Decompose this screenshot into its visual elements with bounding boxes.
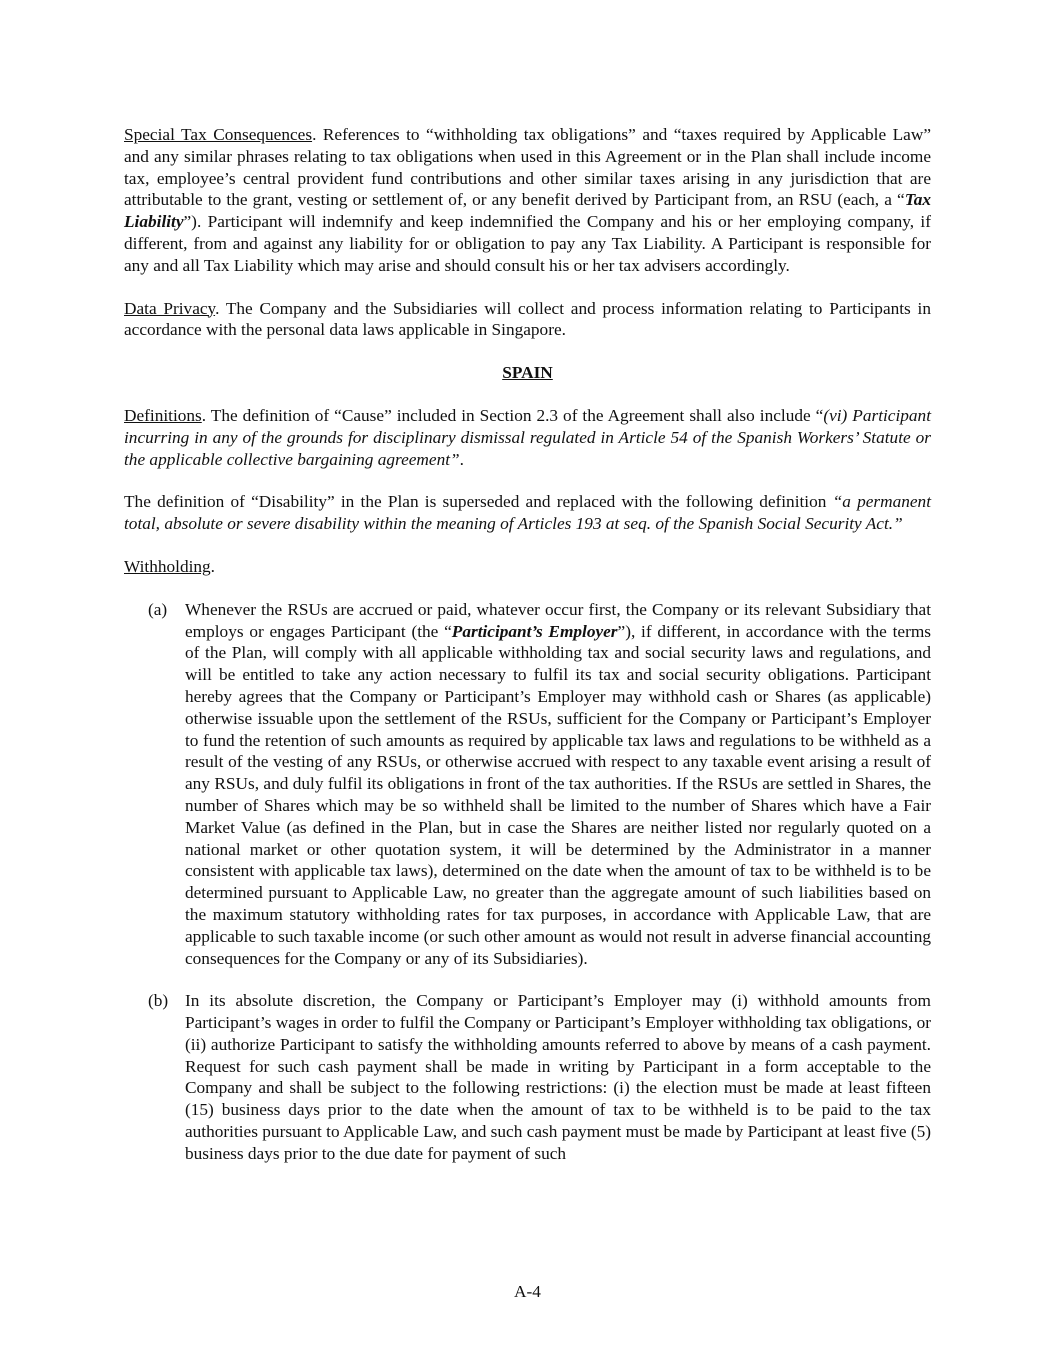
tax-text-b: ”). Participant will indemnify and keep indemnified the Company and his or her employing company, if different, from and against any liability for or obligation to pay any Tax Liability. A Participant is responsible for any and all Tax Liability which may arise and should consult his or her tax advisers accordingly. <box>124 212 931 275</box>
withholding-item-b <box>124 990 931 1164</box>
participants-employer-term: Participant’s Employer <box>451 621 618 641</box>
page-number: A-4 <box>514 1282 541 1301</box>
data-privacy-text: . The Company and the Subsidiaries will collect and process information relating to Participants in accordance with the personal data laws applicable in Singapore. <box>124 298 931 340</box>
definitions-heading: Definitions <box>124 405 202 425</box>
definitions-text: . The definition of “Cause” included in Section 2.3 of the Agreement shall also include “ <box>201 405 824 425</box>
definitions-cause-clause: (vi) Participant incurring in any of the grounds for disciplinary dismissal regulated in Article 54 of the Spanish Workers’ Statute or the applicable collective bargaining agreement” <box>124 405 931 469</box>
document-page <box>124 124 931 1186</box>
data-privacy-heading: Data Privacy <box>124 298 216 318</box>
withholding-heading-end: . <box>210 556 215 576</box>
disability-text: The definition of “Disability” in the Plan is superseded and replaced with the following definition <box>124 492 833 512</box>
disability-definition: “a permanent total, absolute or severe disability within the meaning of Articles 193 at seq. of the Spanish Social Security Act.” <box>124 492 931 534</box>
item-a-label: (a) <box>148 599 168 619</box>
item-b-label: (b) <box>148 991 169 1011</box>
tax-consequences-heading: Special Tax Consequences <box>124 125 313 144</box>
withholding-item-a <box>124 599 931 970</box>
item-a-text-b: ”), if different, in accordance with the terms of the Plan, will comply with all applicable withholding tax and social security laws and regulations, and will be entitled to take any action necessary to fulfil its tax and social security obligations. Participant hereby agrees that the Company or Participant’s Employer may withhold cash or Shares (as applicable) otherwise issuable upon the settlement of the RSUs, sufficient for the Company or Participant’s Employer to fund the retention of such amounts as required by applicable tax laws and regulations to be withheld as a result of the vesting of any RSUs, or otherwise accrued with respect to any taxable event arising a result of any RSUs, and duly fulfil its obligations in front of the tax authorities. If the RSUs are settled in Shares, the number of Shares which may be so withheld shall be limited to the number of Shares which have a Fair Market Value (as defined in the Plan, but in case the Shares are neither listed nor regularly quoted on a national market or other quotation system, it will be determined by the Administrator in a manner consistent with applicable tax laws), determined on the date when the amount of tax to be withheld is to be determined pursuant to Applicable Law, no greater than the aggregate amount of such liabilities based on the maximum statutory withholding rates for tax purposes, in accordance with Applicable Law, that are applicable to such taxable income (or such other amount as would not result in adverse financial accounting consequences for the Company or any of its Subsidiaries). <box>185 621 931 968</box>
withholding-heading: Withholding <box>124 556 211 576</box>
definitions-end: . <box>459 449 464 469</box>
disability-paragraph <box>124 491 931 535</box>
item-b-text: In its absolute discretion, the Company or Participant’s Employer may (i) withhold amounts from Participant’s wages in order to fulfil the Company or Participant’s Employer withholding tax obligations, or (ii) authorize Participant to satisfy the withholding amounts referred to above by means of a cash payment. Request for such cash payment shall be made in writing by Participant in a form acceptable to the Company and shall be subject to the following restrictions: (i) the election must be made at least fifteen (15) business days prior to the date when the amount of tax to be withheld is to be paid to the tax authorities pursuant to Applicable Law, and such cash payment must be made by Participant at least five (5) business days prior to the due date for payment of such <box>185 991 931 1163</box>
tax-text-a: . References to “withholding tax obligations” and “taxes required by Applicable Law” and any similar phrases relating to tax obligations when used in this Agreement or in the Plan shall include income tax, employee’s central provident fund contributions and other similar taxes arising in any jurisdiction that are attributable to the grant, vesting or settlement of, or any benefit derived by Participant from, an RSU (each, a “ <box>124 125 931 210</box>
item-a-text-a: Whenever the RSUs are accrued or paid, whatever occur first, the Company or its relevant Subsidiary that employs or engages Participant (the “ <box>185 599 931 641</box>
tax-liability-term: Tax Liability <box>124 190 931 232</box>
tax-consequences-paragraph <box>124 124 931 277</box>
definitions-paragraph <box>124 405 931 470</box>
spain-section-title: SPAIN <box>502 363 553 383</box>
withholding-heading-line <box>124 556 931 578</box>
data-privacy-paragraph <box>124 298 931 342</box>
